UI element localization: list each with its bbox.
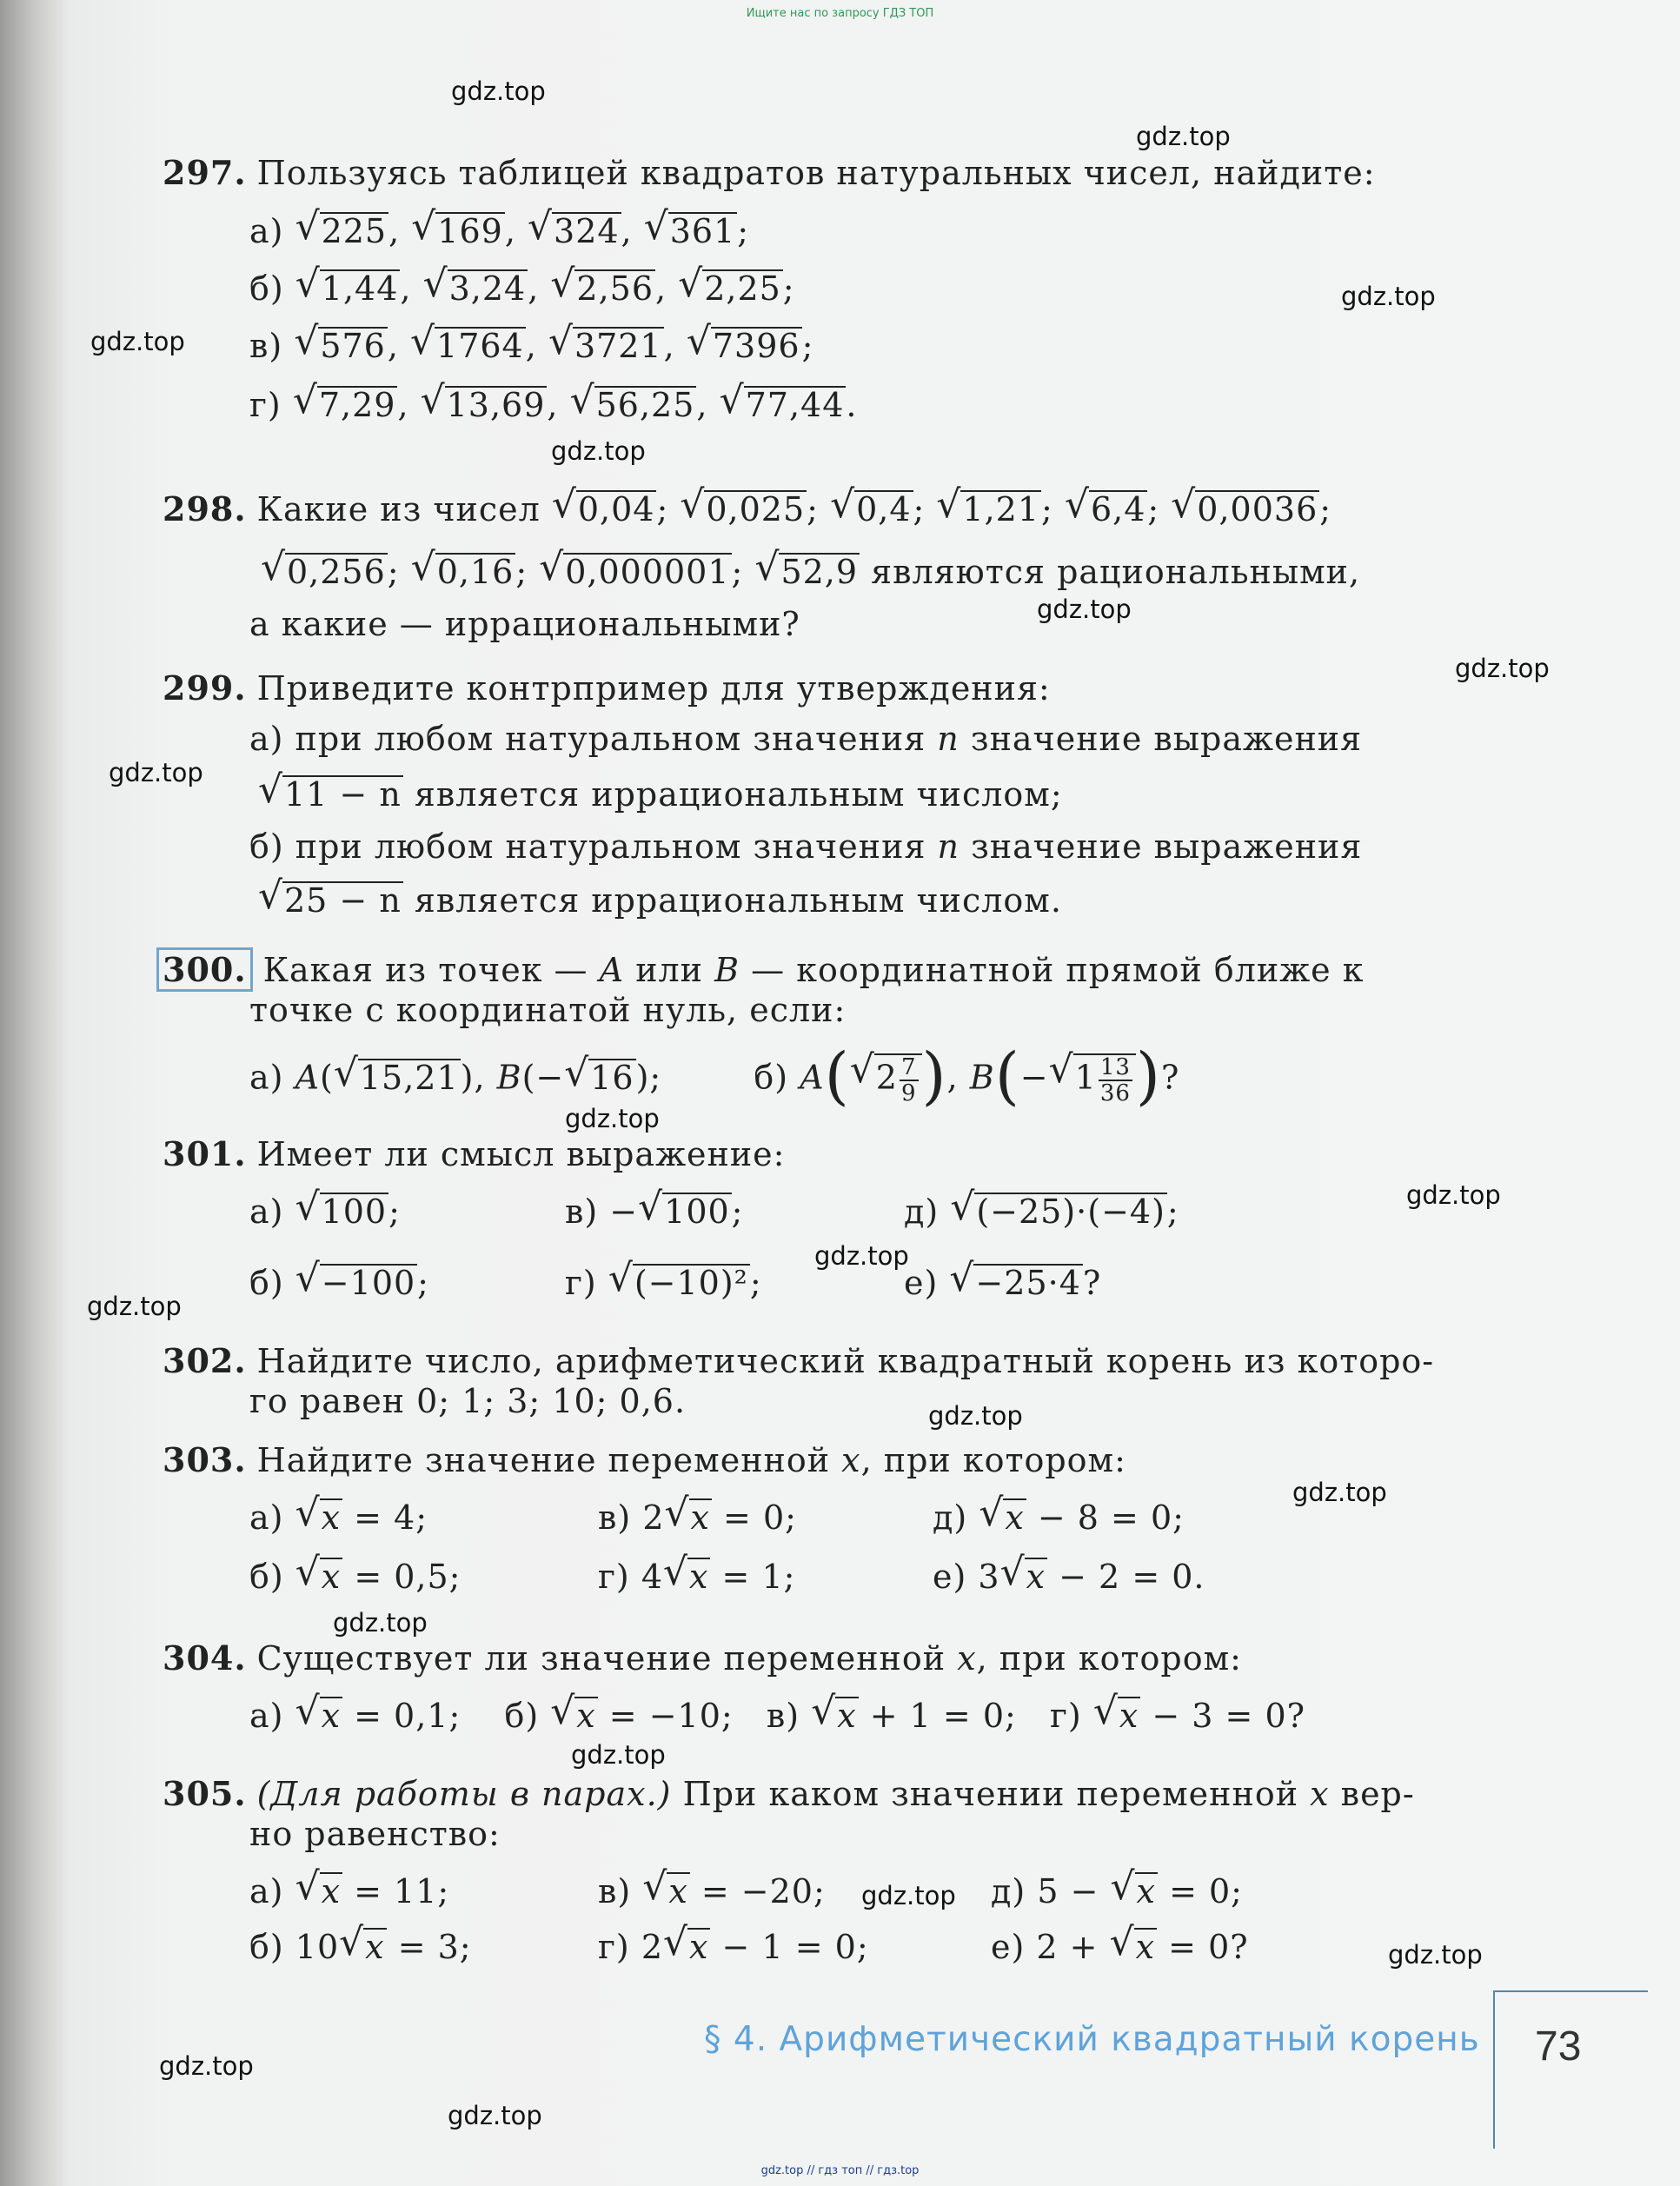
sqrt: √ 2,25 [680, 268, 783, 309]
sqrt: √ 3721 [550, 325, 664, 367]
watermark: gdz.top [1136, 122, 1231, 151]
footer-note: gdz.top // гдз топ // гдз.top [760, 2164, 920, 2177]
page-number: 73 [1535, 2023, 1582, 2070]
sqrt: √ x [297, 1695, 342, 1737]
watermark: gdz.top [87, 1292, 182, 1321]
watermark: gdz.top [159, 2051, 254, 2081]
exercise-302-line1: 302. Найдите число, арифметический квадратный корень из которо- [163, 1341, 1435, 1380]
sqrt: √ x [665, 1926, 710, 1968]
sqrt: √ 77,44 [721, 384, 847, 426]
watermark: gdz.top [565, 1104, 660, 1133]
sqrt: √ 1,44 [297, 268, 401, 309]
exercise-305-line2: но равенство: [249, 1815, 501, 1853]
sqrt: √ x [813, 1695, 858, 1737]
exercise-305-e: е) 2 + √ x = 0? [991, 1926, 1249, 1968]
sqrt: √ x [1112, 1926, 1157, 1968]
sqrt: √ 3,24 [425, 268, 528, 309]
exercise-301-a: а) √ 100; [249, 1191, 401, 1233]
sqrt: √ 0,16 [413, 551, 516, 593]
watermark: gdz.top [571, 1740, 666, 1770]
exercise-298-row3: а какие — иррациональными? [249, 605, 800, 643]
sqrt: √ x [1002, 1556, 1047, 1598]
watermark: gdz.top [928, 1401, 1023, 1431]
sqrt: √ x [667, 1497, 712, 1538]
sqrt: √ 100 [297, 1191, 389, 1233]
exercise-297-a: а) √ 225, √ 169, √ 324, √ 361; [249, 210, 749, 252]
exercise-299-a2: √ 11 − n является иррациональным числом; [258, 774, 1063, 815]
sqrt: √ 0,04 [554, 488, 657, 530]
exercise-298-row1: 298. Какие из чисел √ 0,04; √ 0,025; √ 0,4; √ 1,21; √ 6,4; √ 0,0036; [163, 488, 1331, 530]
sqrt: √ 6,4 [1066, 488, 1147, 530]
exercise-303-b: б) √ x = 0,5; [249, 1556, 461, 1598]
watermark: gdz.top [1455, 654, 1550, 683]
page-number-frame [1493, 1990, 1495, 2149]
sqrt: √ 25 − n [260, 880, 403, 921]
watermark: gdz.top [814, 1241, 909, 1271]
exercise-298-row2: √ 0,256; √ 0,16; √ 0,000001; √ 52,9 являются рациональными, [261, 551, 1360, 593]
watermark: gdz.top [109, 758, 203, 787]
sqrt: √ 324 [529, 210, 621, 252]
sqrt: √ x [297, 1497, 342, 1538]
sqrt: √ 169 [413, 210, 505, 252]
sqrt: √ 0,025 [681, 488, 807, 530]
exercise-301-v: в) −√ 100; [565, 1191, 743, 1233]
sqrt: √ −25·4 [951, 1262, 1082, 1304]
sqrt: √ x [665, 1556, 710, 1598]
sqrt: √ x [1112, 1870, 1158, 1912]
fraction: $\frac{7}{9}$ [900, 1054, 917, 1106]
sqrt: √ 0,000001 [541, 551, 731, 593]
exercise-303-a: а) √ x = 4; [249, 1497, 428, 1538]
watermark: gdz.top [451, 76, 546, 106]
sqrt: √ 1 $\frac{13}{36}$ [1051, 1053, 1136, 1106]
watermark: gdz.top [1388, 1940, 1483, 1970]
watermark: gdz.top [90, 327, 185, 356]
exercise-303-d: д) √ x − 8 = 0; [933, 1497, 1185, 1538]
section-title: § 4. Арифметический квадратный корень [704, 2020, 1480, 2059]
exercise-297-title: 297. Пользуясь таблицей квадратов натуральных чисел, найдите: [163, 153, 1376, 192]
sqrt: √ 7,29 [295, 384, 398, 426]
sqrt: √ −100 [297, 1262, 417, 1304]
exercise-301-g: г) √ (−10)²; [565, 1262, 762, 1304]
exercise-301-d: д) √ (−25)·(−4); [904, 1191, 1179, 1233]
sqrt: √ x [552, 1695, 597, 1737]
exercise-305-a: а) √ x = 11; [249, 1870, 449, 1912]
sqrt: √ (−10)² [610, 1262, 750, 1304]
watermark: gdz.top [1341, 282, 1436, 311]
exercise-303-e: е) 3√ x − 2 = 0. [933, 1556, 1205, 1598]
exercise-299-title: 299. Приведите контрпример для утверждения: [163, 668, 1051, 708]
watermark: gdz.top [861, 1881, 956, 1910]
sqrt: √ 1764 [412, 325, 526, 367]
exercise-300-number: 300. [156, 947, 253, 992]
sqrt: √ x [980, 1497, 1026, 1538]
sqrt: √ 100 [640, 1191, 732, 1233]
exercise-304-title: 304. Существует ли значение переменной x, при котором: [163, 1638, 1242, 1678]
exercise-305-d: д) 5 − √ x = 0; [991, 1870, 1243, 1912]
exercise-305-g: г) 2√ x − 1 = 0; [598, 1926, 869, 1968]
sqrt: √ 1,21 [938, 488, 1041, 530]
sqrt: √ 0,4 [832, 488, 913, 530]
sqrt: √ 7396 [688, 325, 802, 367]
exercise-304-options: а) √ x = 0,1; б) √ x = −10; в) √ x + 1 = 0; г) √ x − 3 = 0? [249, 1695, 1305, 1737]
exercise-300-line2: точке с координатой нуль, если: [249, 991, 847, 1029]
fraction: $\frac{13}{36}$ [1099, 1054, 1131, 1106]
sqrt: √ x [297, 1556, 342, 1598]
exercise-297-v: в) √ 576, √ 1764, √ 3721, √ 7396; [249, 325, 813, 367]
exercise-300-title: 300. Какая из точек — A или B — координатной прямой ближе к [163, 949, 1364, 991]
exercise-301-title: 301. Имеет ли смысл выражение: [163, 1134, 786, 1173]
sqrt: √ 2,56 [552, 268, 655, 309]
exercise-303-title: 303. Найдите значение переменной x, при котором: [163, 1440, 1126, 1479]
exercise-297-g: г) √ 7,29, √ 13,69, √ 56,25, √ 77,44. [249, 384, 857, 426]
exercise-299-b2: √ 25 − n является иррациональным числом. [258, 880, 1062, 921]
sqrt: √ 11 − n [260, 774, 403, 815]
sqrt: √ 52,9 [756, 551, 860, 593]
sqrt: √ 361 [646, 210, 738, 252]
sqrt: √ x [1095, 1695, 1140, 1737]
sqrt: √ 16 [566, 1057, 635, 1099]
watermark: gdz.top [448, 2101, 542, 2130]
exercise-297-b: б) √ 1,44, √ 3,24, √ 2,56, √ 2,25; [249, 268, 795, 309]
exercise-299-a: а) при любом натуральном значения n значение выражения [249, 720, 1363, 758]
exercise-301-b: б) √ −100; [249, 1262, 429, 1304]
watermark: gdz.top [1037, 595, 1132, 624]
exercise-302-line2: го равен 0; 1; 3; 10; 0,6. [249, 1382, 687, 1420]
sqrt: √ 56,25 [572, 384, 697, 426]
sqrt: √ (−25)·(−4) [952, 1191, 1167, 1233]
sqrt: √ 0,0036 [1172, 488, 1319, 530]
sqrt: √ 13,69 [422, 384, 548, 426]
sqrt: √ x [644, 1870, 689, 1912]
header-note: Ищите нас по запросу ГДЗ ТОП [746, 7, 934, 20]
sqrt: √ 2 $\frac{7}{9}$ [852, 1053, 922, 1106]
sqrt: √ 225 [297, 210, 389, 252]
exercise-299-b: б) при любом натуральном значения n значение выражения [249, 827, 1363, 866]
sqrt: √ 15,21 [335, 1057, 461, 1099]
exercise-305-line1: 305. (Для работы в парах.) При каком значении переменной x вер- [163, 1774, 1415, 1813]
sqrt: √ x [297, 1870, 342, 1912]
exercise-305-v: в) √ x = −20; [598, 1870, 826, 1912]
exercise-305-b: б) 10√ x = 3; [249, 1926, 472, 1968]
sqrt: √ x [341, 1926, 386, 1968]
watermark: gdz.top [333, 1608, 428, 1638]
watermark: gdz.top [551, 436, 646, 466]
watermark: gdz.top [1406, 1180, 1501, 1210]
page-number-frame-top [1493, 1990, 1648, 1992]
sqrt: √ 0,256 [262, 551, 388, 593]
sqrt: √ 576 [295, 325, 388, 367]
watermark: gdz.top [1292, 1478, 1387, 1507]
exercise-303-v: в) 2√ x = 0; [598, 1497, 797, 1538]
exercise-301-e: е) √ −25·4? [904, 1262, 1101, 1304]
exercise-303-g: г) 4√ x = 1; [598, 1556, 795, 1598]
exercise-300-options: а) A(√ 15,21), B(−√ 16); б) A(√ 2 $\frac{7}{9}$ ), B(−√ 1 $\frac{13}{36}$ )? [249, 1053, 1179, 1106]
